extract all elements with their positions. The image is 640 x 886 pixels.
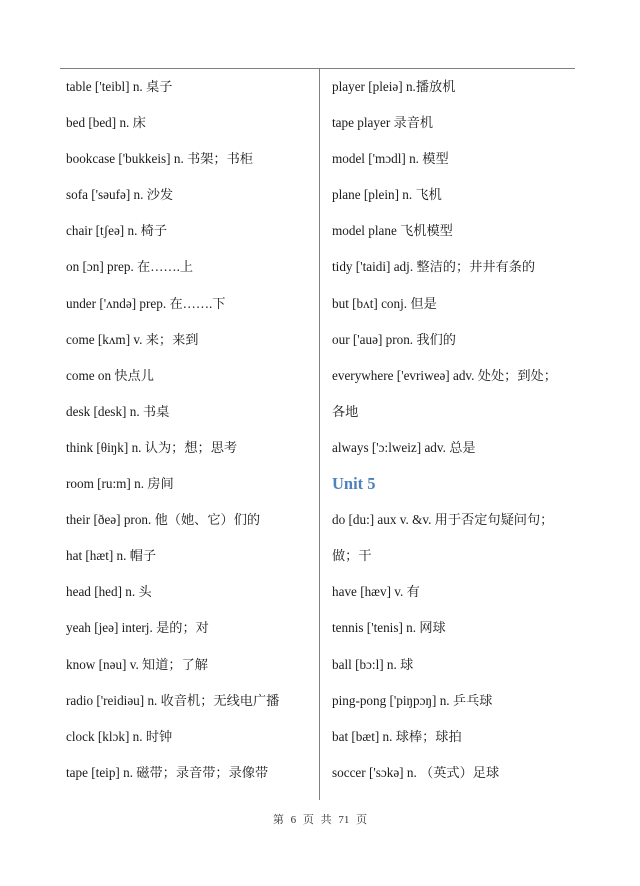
vocab-entry: tennis ['tenis] n. 网球 xyxy=(332,620,446,636)
vocab-entry: model ['mɔdl] n. 模型 xyxy=(332,151,449,167)
vocab-entry: 各地 xyxy=(332,403,359,419)
vocab-entry: come [kʌm] v. 来；来到 xyxy=(66,331,199,347)
vocab-entry: ball [bɔ:l] n. 球 xyxy=(332,656,414,672)
vocab-entry: under ['ʌndə] prep. 在…….下 xyxy=(66,295,226,311)
page-footer xyxy=(0,811,640,827)
vocab-entry: but [bʌt] conj. 但是 xyxy=(332,295,437,311)
vocab-entry: do [du:] aux v. &v. 用于否定句疑问句； xyxy=(332,512,554,528)
vocab-entry: desk [desk] n. 书桌 xyxy=(66,403,170,419)
vocab-entry: bed [bed] n. 床 xyxy=(66,115,146,131)
vocab-entry: plane [plein] n. 飞机 xyxy=(332,187,442,203)
vocab-entry: always ['ɔ:lweiz] adv. 总是 xyxy=(332,439,476,455)
right-column xyxy=(332,77,574,799)
vocab-entry: soccer ['sɔkə] n. （英式）足球 xyxy=(332,764,500,780)
vocab-entry: model plane 飞机模型 xyxy=(332,223,453,239)
vocab-entry: player [pleiə] n.播放机 xyxy=(332,79,456,94)
footer-part: 共 xyxy=(320,814,332,826)
vocab-entry: on [ɔn] prep. 在…….上 xyxy=(66,259,194,275)
column-divider xyxy=(319,68,320,800)
vocab-entry: bookcase ['bukkeis] n. 书架；书柜 xyxy=(66,151,253,167)
vocab-entry: tidy ['taidi] adj. 整洁的；井井有条的 xyxy=(332,259,536,275)
vocab-entry: radio ['reidiəu] n. 收音机；无线电广播 xyxy=(66,692,280,708)
vocab-entry: hat [hæt] n. 帽子 xyxy=(66,548,157,564)
vocab-entry: tape player 录音机 xyxy=(332,115,434,131)
vocab-entry: clock [klɔk] n. 时钟 xyxy=(66,728,173,744)
vocab-entry: know [nəu] v. 知道；了解 xyxy=(66,656,208,672)
vocab-entry: table ['teibl] n. 桌子 xyxy=(66,79,173,94)
vocab-entry: sofa ['səufə] n. 沙发 xyxy=(66,187,174,203)
unit-heading: Unit 5 xyxy=(332,474,376,494)
top-rule xyxy=(60,68,575,69)
vocab-entry: bat [bæt] n. 球棒；球拍 xyxy=(332,728,462,744)
vocab-entry: think [θiŋk] n. 认为；想；思考 xyxy=(66,439,238,455)
vocab-entry: come on 快点儿 xyxy=(66,367,154,383)
vocab-entry: head [hed] n. 头 xyxy=(66,584,152,600)
footer-part: 页 xyxy=(302,814,314,826)
vocab-entry: ping-pong ['piŋpɔŋ] n. 乒乓球 xyxy=(332,692,493,708)
vocab-entry: chair [tʃeə] n. 椅子 xyxy=(66,223,168,239)
vocab-entry: our ['auə] pron. 我们的 xyxy=(332,331,456,347)
left-column xyxy=(66,77,311,799)
vocab-entry: have [hæv] v. 有 xyxy=(332,584,420,600)
footer-part: 71 xyxy=(338,814,350,826)
footer-part: 页 xyxy=(356,814,368,826)
vocab-entry: tape [teip] n. 磁带；录音带；录像带 xyxy=(66,764,269,780)
vocab-entry: yeah [jeə] interj. 是的；对 xyxy=(66,620,209,636)
vocab-entry: everywhere ['evriweə] adv. 处处；到处； xyxy=(332,367,557,383)
vocab-entry: room [ru:m] n. 房间 xyxy=(66,476,174,492)
footer-part: 6 xyxy=(290,814,297,826)
footer-part: 第 xyxy=(272,814,284,826)
vocab-entry: 做；干 xyxy=(332,548,372,564)
vocab-entry: their [ðeə] pron. 他（她、它）们的 xyxy=(66,512,261,528)
